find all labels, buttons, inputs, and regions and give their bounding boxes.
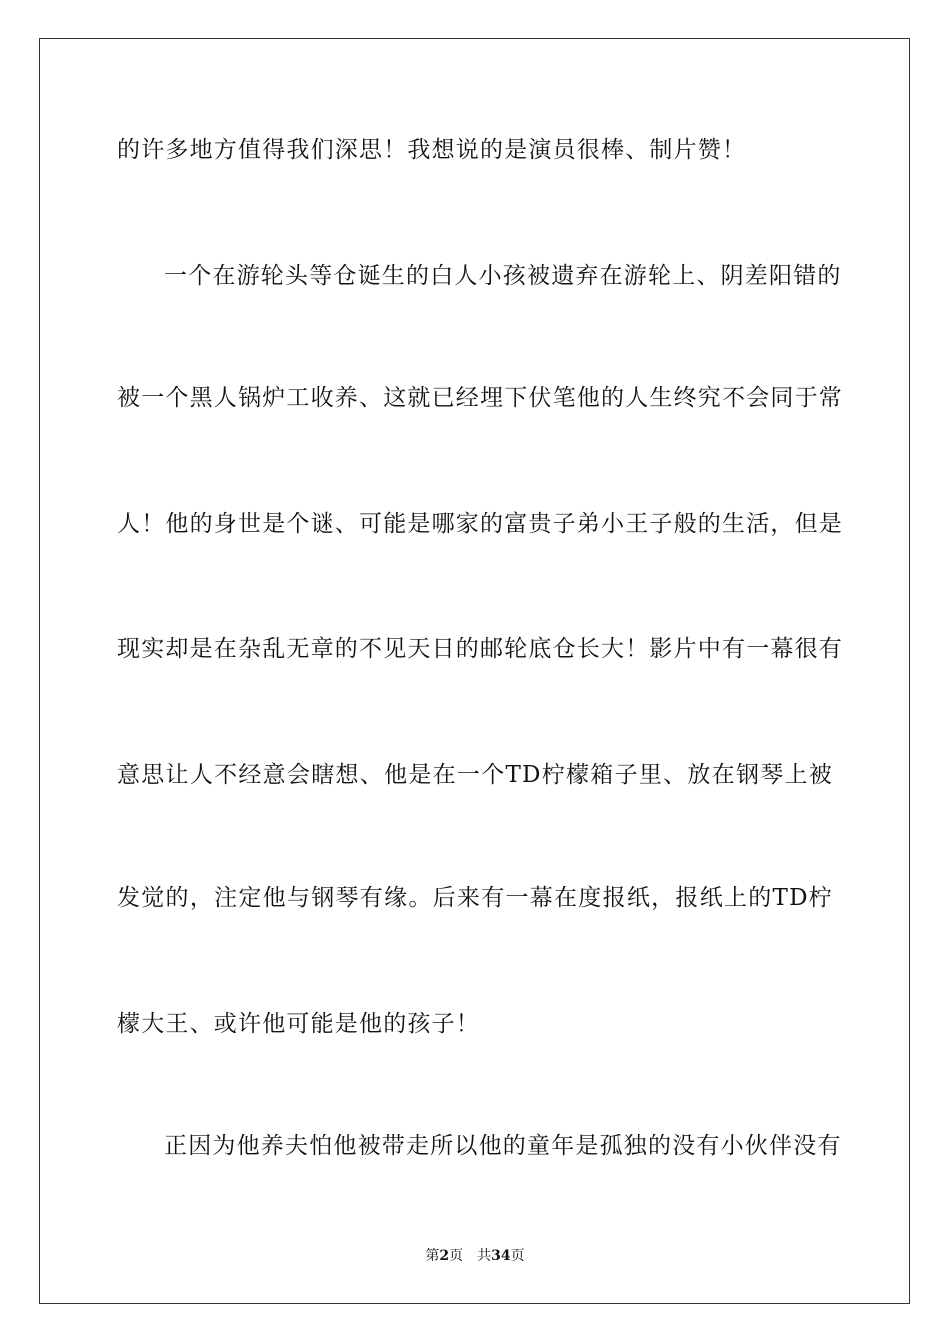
text-line-7: 发觉的，注定他与钢琴有缘。后来有一幕在度报纸，报纸上的TD柠 xyxy=(117,885,833,911)
text-line-6: 意思让人不经意会瞎想、他是在一个TD柠檬箱子里、放在钢琴上被 xyxy=(117,762,833,788)
text-line-4: 人！他的身世是个谜、可能是哪家的富贵子弟小王子般的生活，但是 xyxy=(117,511,843,537)
page-suffix: 页 xyxy=(449,1248,464,1264)
text-line-3: 被一个黑人锅炉工收养、这就已经埋下伏笔他的人生终究不会同于常 xyxy=(117,385,843,411)
total-pages: 34 xyxy=(491,1248,511,1264)
page-frame xyxy=(39,38,910,1304)
text-line-5: 现实却是在杂乱无章的不见天日的邮轮底仓长大！影片中有一幕很有 xyxy=(117,636,843,662)
text-line-2: 一个在游轮头等仓诞生的白人小孩被遗弃在游轮上、阴差阳错的 xyxy=(164,263,842,289)
total-prefix: 共 xyxy=(477,1248,492,1264)
total-suffix: 页 xyxy=(510,1248,525,1264)
text-line-1: 的许多地方值得我们深思！我想说的是演员很棒、制片赞！ xyxy=(117,137,747,163)
page-footer xyxy=(0,1247,950,1265)
page-number: 2 xyxy=(439,1248,450,1264)
text-line-8: 檬大王、或许他可能是他的孩子！ xyxy=(117,1011,480,1037)
page-prefix: 第 xyxy=(425,1248,440,1264)
text-line-9: 正因为他养夫怕他被带走所以他的童年是孤独的没有小伙伴没有 xyxy=(164,1133,842,1159)
